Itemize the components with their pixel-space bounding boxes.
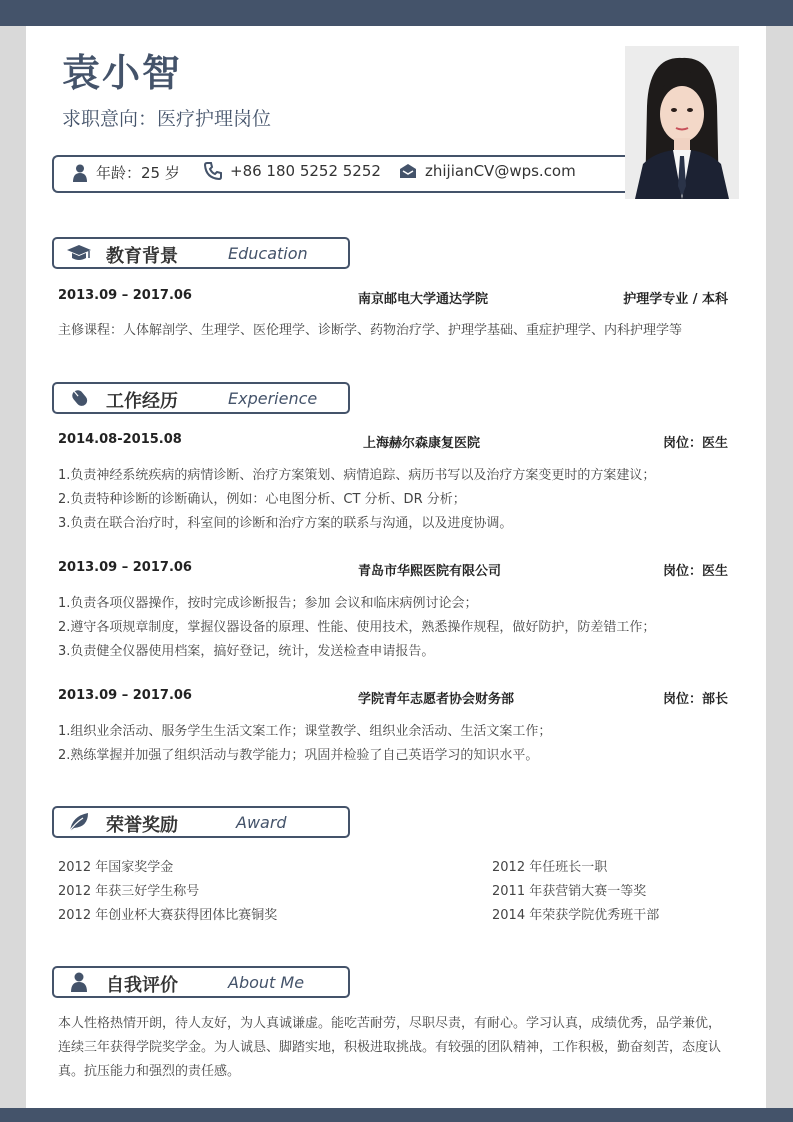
job-period: 2014.08-2015.08: [58, 432, 182, 447]
leaf-icon: [66, 812, 92, 832]
job-duty: 2.负责特种诊断的诊断确认，例如：心电图分析、CT 分析、DR 分析；: [58, 492, 466, 507]
person-icon: [72, 164, 88, 182]
education-row: [58, 288, 728, 308]
bottom-bar: [0, 1108, 793, 1122]
award-item: 2012 年获三好学生称号: [58, 884, 200, 899]
award-item: 2011 年获营销大赛一等奖: [492, 884, 647, 899]
top-bar: [0, 0, 793, 26]
section-title-en: About Me: [228, 973, 305, 992]
section-experience: [52, 382, 350, 414]
person-icon: [66, 972, 92, 992]
job-period: 2013.09 – 2017.06: [58, 560, 192, 575]
job-row: [58, 432, 728, 452]
email-text: zhijianCV@wps.com: [425, 162, 576, 180]
section-title: 自我评价: [106, 975, 178, 996]
job-duty: 1.负责神经系统疾病的病情诊断、治疗方案策划、病情追踪、病历书写以及治疗方案变更时的方案建议；: [58, 468, 656, 483]
profile-photo: [625, 46, 739, 199]
job-row: [58, 688, 728, 708]
section-title-en: Award: [236, 813, 287, 832]
section-education: [52, 237, 350, 269]
job-org: 学院青年志愿者协会财务部: [358, 692, 515, 707]
job-org: 上海赫尔森康复医院: [363, 436, 481, 451]
job-duty: 3.负责健全仪器使用档案，搞好登记，统计，发送检查申请报告。: [58, 644, 435, 659]
job-duty: 2.遵守各项规章制度，掌握仪器设备的原理、性能、使用技术，熟悉操作规程，做好防护，防差错工作；: [58, 620, 656, 635]
job-row: [58, 560, 728, 580]
contact-phone: [204, 162, 381, 180]
job-duty: 2.熟练掌握并加强了组织活动与教学能力；巩固并检验了自己英语学习的知识水平。: [58, 748, 539, 763]
section-about: [52, 966, 350, 998]
edu-major: 护理学专业 / 本科: [623, 292, 728, 307]
phone-text: +86 180 5252 5252: [230, 162, 381, 180]
job-duty: 1.负责各项仪器操作，按时完成诊断报告；参加 会议和临床病例讨论会；: [58, 596, 478, 611]
award-item: 2012 年任班长一职: [492, 860, 608, 875]
job-role: 岗位：医生: [662, 436, 728, 451]
section-title: 荣誉奖励: [106, 815, 178, 836]
job-role: 岗位：医生: [662, 564, 728, 579]
section-title: 教育背景: [106, 246, 178, 267]
award-item: 2014 年荣获学院优秀班干部: [492, 908, 660, 923]
about-text: 本人性格热情开朗，待人友好，为人真诚谦虚。能吃苦耐劳，尽职尽责，有耐心。学习认真，成绩优秀，品学兼优，连续三年获得学院奖学金。为人诚恳、脚踏实地，积极进取挑战。有较强的团队精神，工作积极，勤奋刻苦，态度认真。抗压能力和强烈的责任感。: [58, 1016, 722, 1079]
job-role: 岗位：部长: [662, 692, 728, 707]
job-duty: 3.负责在联合治疗时，科室间的诊断和治疗方案的联系与沟通，以及进度协调。: [58, 516, 513, 531]
graduation-cap-icon: [66, 243, 92, 263]
candidate-name: 袁小智: [62, 51, 183, 95]
edu-school: 南京邮电大学通达学院: [358, 292, 489, 307]
job-intent: 求职意向：医疗护理岗位: [62, 108, 272, 130]
award-item: 2012 年创业杯大赛获得团体比赛铜奖: [58, 908, 278, 923]
job-duty: 1.组织业余活动、服务学生生活文案工作；课堂教学、组织业余活动、生活文案工作；: [58, 724, 552, 739]
job-period: 2013.09 – 2017.06: [58, 688, 192, 703]
contact-age: [72, 162, 180, 183]
job-org: 青岛市华熙医院有限公司: [358, 564, 502, 579]
edu-courses: 主修课程：人体解剖学、生理学、医伦理学、诊断学、药物治疗学、护理学基础、重症护理学、内科护理学等: [58, 323, 683, 338]
section-awards: [52, 806, 350, 838]
mail-icon: [399, 163, 417, 179]
mouse-icon: [66, 388, 92, 408]
award-item: 2012 年国家奖学金: [58, 860, 174, 875]
section-title: 工作经历: [106, 391, 178, 412]
contact-email: [399, 162, 576, 180]
age-text: 年龄：25 岁: [96, 164, 180, 182]
edu-period: 2013.09 – 2017.06: [58, 288, 192, 303]
phone-icon: [204, 162, 222, 180]
section-title-en: Experience: [228, 389, 318, 408]
section-title-en: Education: [228, 244, 308, 263]
